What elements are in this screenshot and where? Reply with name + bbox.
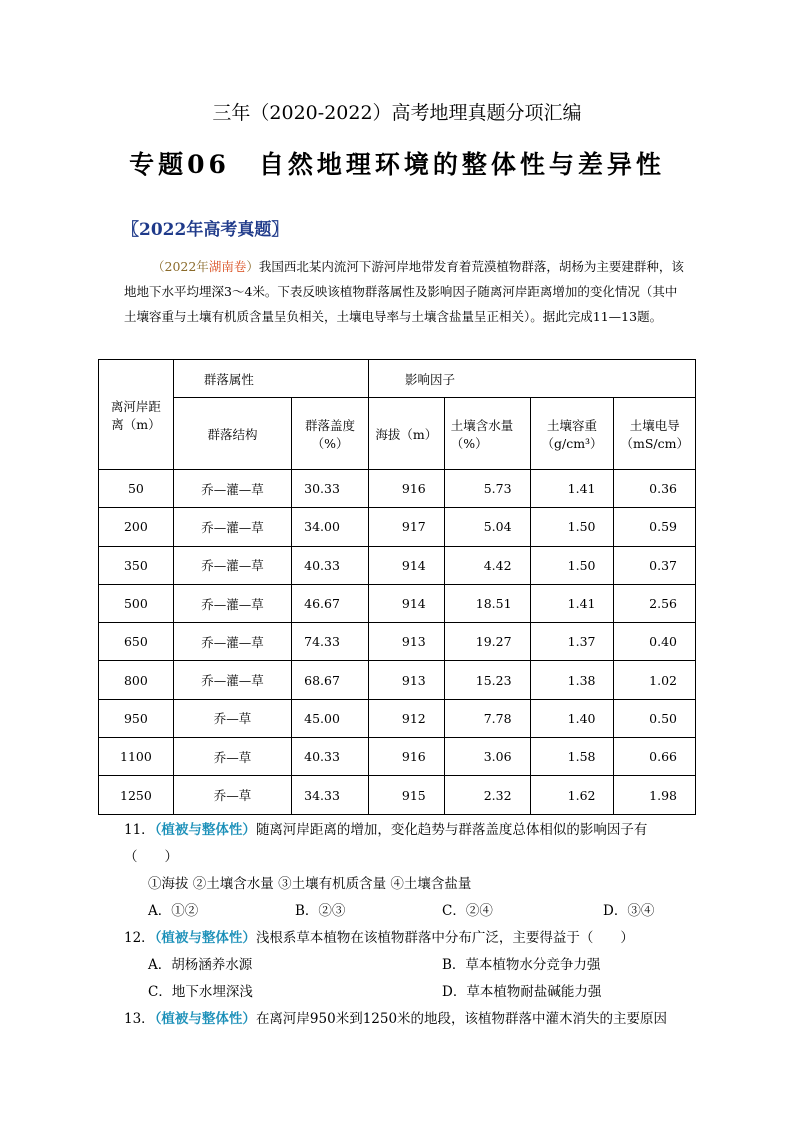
header-conductivity: 土壤电导（mS/cm） xyxy=(614,398,696,470)
question-12-option-d[interactable]: D．草本植物耐盐碱能力强 xyxy=(442,984,602,1000)
row-structure: 乔—灌—草 xyxy=(173,508,291,546)
question-12-option-a[interactable]: A．胡杨涵养水源 xyxy=(148,957,253,973)
row-distance: 950 xyxy=(99,699,174,737)
row-structure: 乔—灌—草 xyxy=(173,623,291,661)
table-row xyxy=(99,508,696,546)
question-11-paren: （ ） xyxy=(124,849,178,865)
question-12-stem: 浅根系草本植物在该植物群落中分布广泛，主要得益于（ ） xyxy=(255,930,634,946)
row-coverage: 68.67 xyxy=(292,661,369,699)
row-coverage: 34.00 xyxy=(292,508,369,546)
row-moisture: 5.73 xyxy=(444,470,530,508)
row-moisture: 5.04 xyxy=(444,508,530,546)
table-row xyxy=(99,470,696,508)
row-conductivity: 1.02 xyxy=(614,661,696,699)
row-structure: 乔—草 xyxy=(173,776,291,814)
row-altitude: 913 xyxy=(368,661,444,699)
question-11-tag: （植被与整体性） xyxy=(154,822,256,838)
header-distance: 离河岸距离（m） xyxy=(99,360,174,470)
row-density: 1.58 xyxy=(530,738,614,776)
row-distance: 50 xyxy=(99,470,174,508)
row-altitude: 914 xyxy=(368,546,444,584)
row-density: 1.62 xyxy=(530,776,614,814)
row-distance: 800 xyxy=(99,661,174,699)
row-structure: 乔—草 xyxy=(173,738,291,776)
data-table xyxy=(98,359,696,815)
row-altitude: 916 xyxy=(368,738,444,776)
row-altitude: 913 xyxy=(368,623,444,661)
row-structure: 乔—灌—草 xyxy=(173,546,291,584)
row-altitude: 915 xyxy=(368,776,444,814)
table-row xyxy=(99,584,696,622)
row-density: 1.37 xyxy=(530,623,614,661)
header-structure: 群落结构 xyxy=(173,398,291,470)
passage xyxy=(124,254,684,329)
row-distance: 650 xyxy=(99,623,174,661)
row-coverage: 40.33 xyxy=(292,546,369,584)
row-moisture: 3.06 xyxy=(444,738,530,776)
question-11-items: ①海拔 ②土壤含水量 ③土壤有机质含量 ④土壤含盐量 xyxy=(148,876,472,892)
row-moisture: 18.51 xyxy=(444,584,530,622)
row-moisture: 15.23 xyxy=(444,661,530,699)
row-coverage: 45.00 xyxy=(292,699,369,737)
header-altitude: 海拔（m） xyxy=(368,398,444,470)
row-distance: 350 xyxy=(99,546,174,584)
question-12-option-c[interactable]: C．地下水埋深浅 xyxy=(148,984,253,1000)
row-moisture: 2.32 xyxy=(444,776,530,814)
table-body xyxy=(99,470,696,815)
section-heading: 〖2022年高考真题〗 xyxy=(122,220,289,240)
row-moisture: 19.27 xyxy=(444,623,530,661)
row-coverage: 34.33 xyxy=(292,776,369,814)
row-structure: 乔—草 xyxy=(173,699,291,737)
table-row xyxy=(99,738,696,776)
row-density: 1.41 xyxy=(530,584,614,622)
row-structure: 乔—灌—草 xyxy=(173,584,291,622)
document-title: 三年（2020-2022）高考地理真题分项汇编 xyxy=(212,102,582,124)
question-13-tag: （植被与整体性） xyxy=(154,1011,256,1027)
row-conductivity: 0.36 xyxy=(614,470,696,508)
table-row xyxy=(99,699,696,737)
question-11-option-b[interactable]: B．②③ xyxy=(295,903,346,919)
row-density: 1.38 xyxy=(530,661,614,699)
header-factors: 影响因子 xyxy=(368,360,695,398)
topic-title: 专题06 自然地理环境的整体性与差异性 xyxy=(129,150,665,179)
passage-text: 我国西北某内流河下游河岸地带发育着荒漠植物群落，胡杨为主要建群种，该地地下水平均埋深3～4米。下表反映该植物群落属性及影响因子随离河岸距离增加的变化情况（其中土壤容重与土壤有机质含量呈负相关，土壤电导率与土壤含盐量呈正相关）。据此完成11—13题。 xyxy=(124,259,684,324)
row-conductivity: 0.37 xyxy=(614,546,696,584)
table-row xyxy=(99,623,696,661)
row-distance: 200 xyxy=(99,508,174,546)
table-row xyxy=(99,546,696,584)
row-conductivity: 0.50 xyxy=(614,699,696,737)
passage-source: （2022年湖南卷） xyxy=(152,259,259,274)
question-13-stem: 在离河岸950米到1250米的地段，该植物群落中灌木消失的主要原因 xyxy=(255,1011,668,1027)
row-density: 1.41 xyxy=(530,470,614,508)
row-conductivity: 2.56 xyxy=(614,584,696,622)
row-density: 1.50 xyxy=(530,508,614,546)
row-coverage: 46.67 xyxy=(292,584,369,622)
row-altitude: 916 xyxy=(368,470,444,508)
header-coverage: 群落盖度（%） xyxy=(292,398,369,470)
row-distance: 1100 xyxy=(99,738,174,776)
question-11-stem: 随离河岸距离的增加，变化趋势与群落盖度总体相似的影响因子有 xyxy=(255,822,648,838)
question-12-option-b[interactable]: B．草本植物水分竞争力强 xyxy=(442,957,601,973)
row-conductivity: 0.40 xyxy=(614,623,696,661)
row-altitude: 912 xyxy=(368,699,444,737)
row-coverage: 74.33 xyxy=(292,623,369,661)
row-conductivity: 1.98 xyxy=(614,776,696,814)
question-11: 11．（植被与整体性）随离河岸距离的增加，变化趋势与群落盖度总体相似的影响因子有 xyxy=(124,822,648,838)
row-coverage: 30.33 xyxy=(292,470,369,508)
row-coverage: 40.33 xyxy=(292,738,369,776)
row-structure: 乔—灌—草 xyxy=(173,470,291,508)
header-community: 群落属性 xyxy=(173,360,368,398)
row-conductivity: 0.66 xyxy=(614,738,696,776)
question-11-option-a[interactable]: A．①② xyxy=(148,903,199,919)
question-13: 13．（植被与整体性）在离河岸950米到1250米的地段，该植物群落中灌木消失的主要原因 xyxy=(124,1011,668,1027)
row-conductivity: 0.59 xyxy=(614,508,696,546)
row-density: 1.50 xyxy=(530,546,614,584)
row-structure: 乔—灌—草 xyxy=(173,661,291,699)
row-moisture: 4.42 xyxy=(444,546,530,584)
question-11-option-d[interactable]: D．③④ xyxy=(603,903,655,919)
table-row xyxy=(99,661,696,699)
question-12: 12．（植被与整体性）浅根系草本植物在该植物群落中分布广泛，主要得益于（ ） xyxy=(124,930,634,946)
row-altitude: 917 xyxy=(368,508,444,546)
table-row xyxy=(99,776,696,814)
row-distance: 1250 xyxy=(99,776,174,814)
question-11-option-c[interactable]: C．②④ xyxy=(442,903,493,919)
question-12-tag: （植被与整体性） xyxy=(154,930,256,946)
row-moisture: 7.78 xyxy=(444,699,530,737)
header-density: 土壤容重（g/cm³） xyxy=(530,398,614,470)
row-distance: 500 xyxy=(99,584,174,622)
row-density: 1.40 xyxy=(530,699,614,737)
row-altitude: 914 xyxy=(368,584,444,622)
header-moisture: 土壤含水量（%） xyxy=(444,398,530,470)
